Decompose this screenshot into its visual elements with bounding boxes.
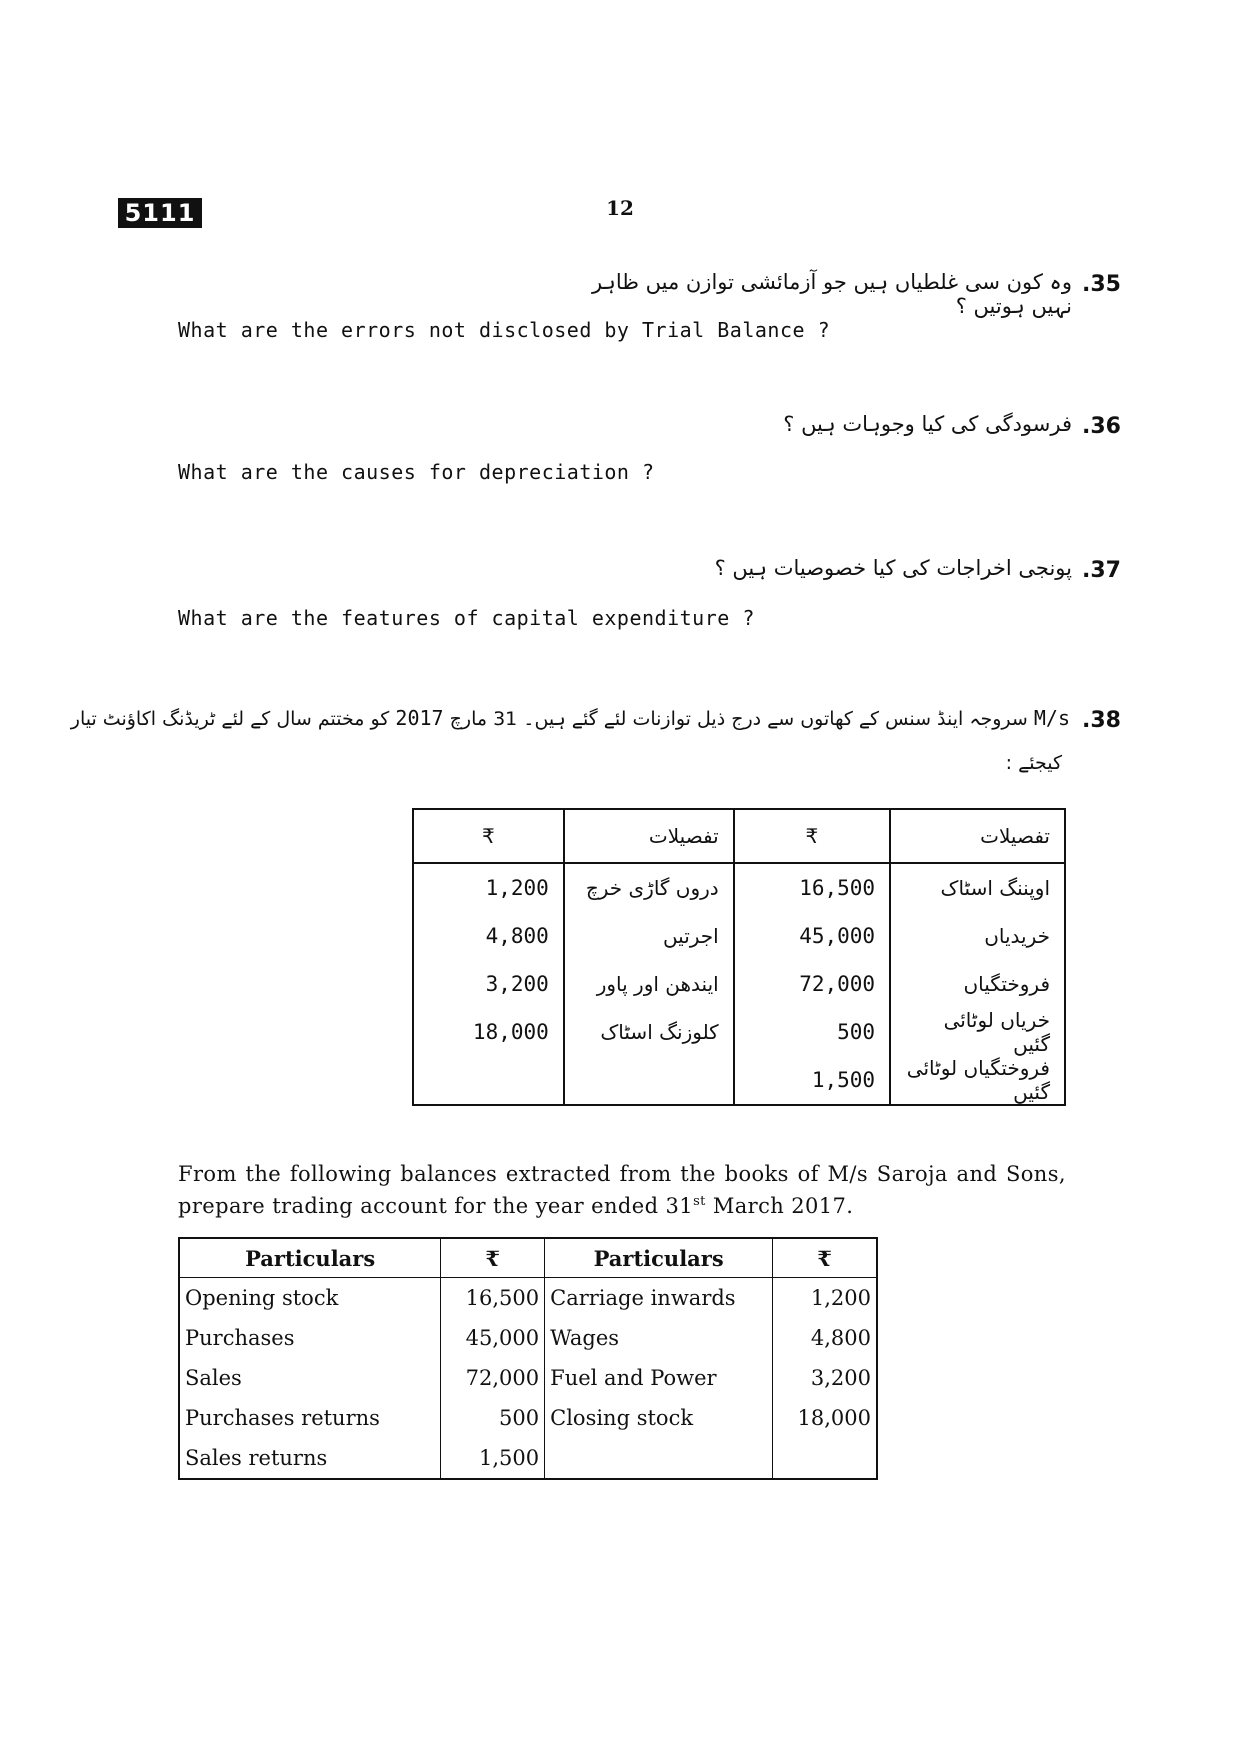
urdu-cell: 18,000 bbox=[413, 1008, 564, 1056]
english-cell: Purchases bbox=[179, 1318, 441, 1358]
urdu-cell: فروختگیاں لوٹائی گئیں bbox=[890, 1056, 1065, 1105]
question-38-number: .38 bbox=[1082, 708, 1121, 733]
table-row bbox=[413, 863, 1065, 912]
q38-english-part1: From the following balances extracted from the books of M/s Saroja and Sons, prepare trading account for the year ended 31 bbox=[178, 1162, 1066, 1218]
urdu-cell: 500 bbox=[734, 1008, 890, 1056]
urdu-cell: فروختگیاں bbox=[890, 960, 1065, 1008]
urdu-text-mid: سروجہ اینڈ سنس کے کھاتوں سے درج ذیل توازنات لئے گئے ہیں۔ 31 مارچ bbox=[449, 708, 1028, 730]
urdu-header-rupee-1: ₹ bbox=[734, 809, 890, 863]
question-36-english: What are the causes for depreciation ? bbox=[178, 460, 655, 484]
english-header-particulars-1: Particulars bbox=[179, 1238, 441, 1278]
english-cell bbox=[773, 1438, 877, 1479]
table-row bbox=[413, 1056, 1065, 1105]
english-cell: Purchases returns bbox=[179, 1398, 441, 1438]
urdu-cell: خریاں لوٹائی گئیں bbox=[890, 1008, 1065, 1056]
english-cell: Fuel and Power bbox=[545, 1358, 773, 1398]
q38-english-part2: March 2017. bbox=[705, 1194, 854, 1218]
urdu-cell: 1,200 bbox=[413, 863, 564, 912]
urdu-year: 2017 bbox=[395, 706, 444, 730]
question-38-urdu-line1 bbox=[70, 706, 1070, 730]
urdu-ms: M/s bbox=[1033, 706, 1070, 730]
english-header-particulars-2: Particulars bbox=[545, 1238, 773, 1278]
urdu-cell bbox=[413, 1056, 564, 1105]
table-row bbox=[413, 960, 1065, 1008]
urdu-header-particulars-1: تفصیلات bbox=[890, 809, 1065, 863]
question-35-urdu: وہ کون سی غلطیاں ہیں جو آزمائشی توازن میں ظاہر نہیں ہوتیں ؟ bbox=[591, 270, 1072, 318]
question-37-urdu: پونجی اخراجات کی کیا خصوصیات ہیں ؟ bbox=[714, 556, 1072, 580]
english-cell: 1,200 bbox=[773, 1278, 877, 1319]
question-37-number: .37 bbox=[1082, 558, 1121, 583]
english-cell: 45,000 bbox=[441, 1318, 545, 1358]
urdu-cell: 1,500 bbox=[734, 1056, 890, 1105]
urdu-header-rupee-2: ₹ bbox=[413, 809, 564, 863]
english-cell: Closing stock bbox=[545, 1398, 773, 1438]
english-cell: Sales returns bbox=[179, 1438, 441, 1479]
urdu-cell: دروں گاڑی خرچ bbox=[564, 863, 734, 912]
paper-code-badge: 5111 bbox=[118, 198, 202, 228]
urdu-cell: ایندھن اور پاور bbox=[564, 960, 734, 1008]
urdu-cell: 3,200 bbox=[413, 960, 564, 1008]
urdu-cell: 4,800 bbox=[413, 912, 564, 960]
urdu-cell: کلوزنگ اسٹاک bbox=[564, 1008, 734, 1056]
english-cell: 16,500 bbox=[441, 1278, 545, 1319]
english-cell bbox=[545, 1438, 773, 1479]
table-row bbox=[179, 1438, 877, 1479]
table-row bbox=[179, 1398, 877, 1438]
english-cell: 1,500 bbox=[441, 1438, 545, 1479]
urdu-cell: 16,500 bbox=[734, 863, 890, 912]
question-36-urdu: فرسودگی کی کیا وجوہات ہیں ؟ bbox=[783, 412, 1072, 436]
english-balances-table bbox=[178, 1237, 878, 1480]
urdu-cell: خریدیاں bbox=[890, 912, 1065, 960]
q38-english-sup: st bbox=[693, 1194, 706, 1209]
table-row bbox=[179, 1318, 877, 1358]
english-cell: Opening stock bbox=[179, 1278, 441, 1319]
question-37-english: What are the features of capital expenditure ? bbox=[178, 606, 755, 630]
english-cell: 500 bbox=[441, 1398, 545, 1438]
english-cell: 4,800 bbox=[773, 1318, 877, 1358]
english-cell: 72,000 bbox=[441, 1358, 545, 1398]
english-cell: 3,200 bbox=[773, 1358, 877, 1398]
urdu-text-end: کو مختتم سال کے لئے ٹریڈنگ اکاؤنٹ تیار bbox=[70, 708, 390, 730]
page-number: 12 bbox=[606, 196, 634, 220]
urdu-table-header-row bbox=[413, 809, 1065, 863]
question-38-urdu-line2: کیجئے : bbox=[1005, 752, 1062, 774]
urdu-balances-table bbox=[412, 808, 1066, 1106]
urdu-cell: 45,000 bbox=[734, 912, 890, 960]
english-header-rupee-2: ₹ bbox=[773, 1238, 877, 1278]
table-row bbox=[179, 1278, 877, 1319]
english-header-rupee-1: ₹ bbox=[441, 1238, 545, 1278]
english-table-header-row bbox=[179, 1238, 877, 1278]
urdu-cell: اوپننگ اسٹاک bbox=[890, 863, 1065, 912]
table-row bbox=[413, 1008, 1065, 1056]
urdu-cell: 72,000 bbox=[734, 960, 890, 1008]
urdu-cell: اجرتیں bbox=[564, 912, 734, 960]
english-cell: Carriage inwards bbox=[545, 1278, 773, 1319]
english-cell: Sales bbox=[179, 1358, 441, 1398]
urdu-header-particulars-2: تفصیلات bbox=[564, 809, 734, 863]
english-cell: Wages bbox=[545, 1318, 773, 1358]
table-row bbox=[179, 1358, 877, 1398]
table-row bbox=[413, 912, 1065, 960]
question-36-number: .36 bbox=[1082, 414, 1121, 439]
question-35-english: What are the errors not disclosed by Trial Balance ? bbox=[178, 318, 831, 342]
english-cell: 18,000 bbox=[773, 1398, 877, 1438]
question-38-english bbox=[178, 1160, 1066, 1220]
urdu-cell bbox=[564, 1056, 734, 1105]
question-35-number: .35 bbox=[1082, 272, 1121, 297]
